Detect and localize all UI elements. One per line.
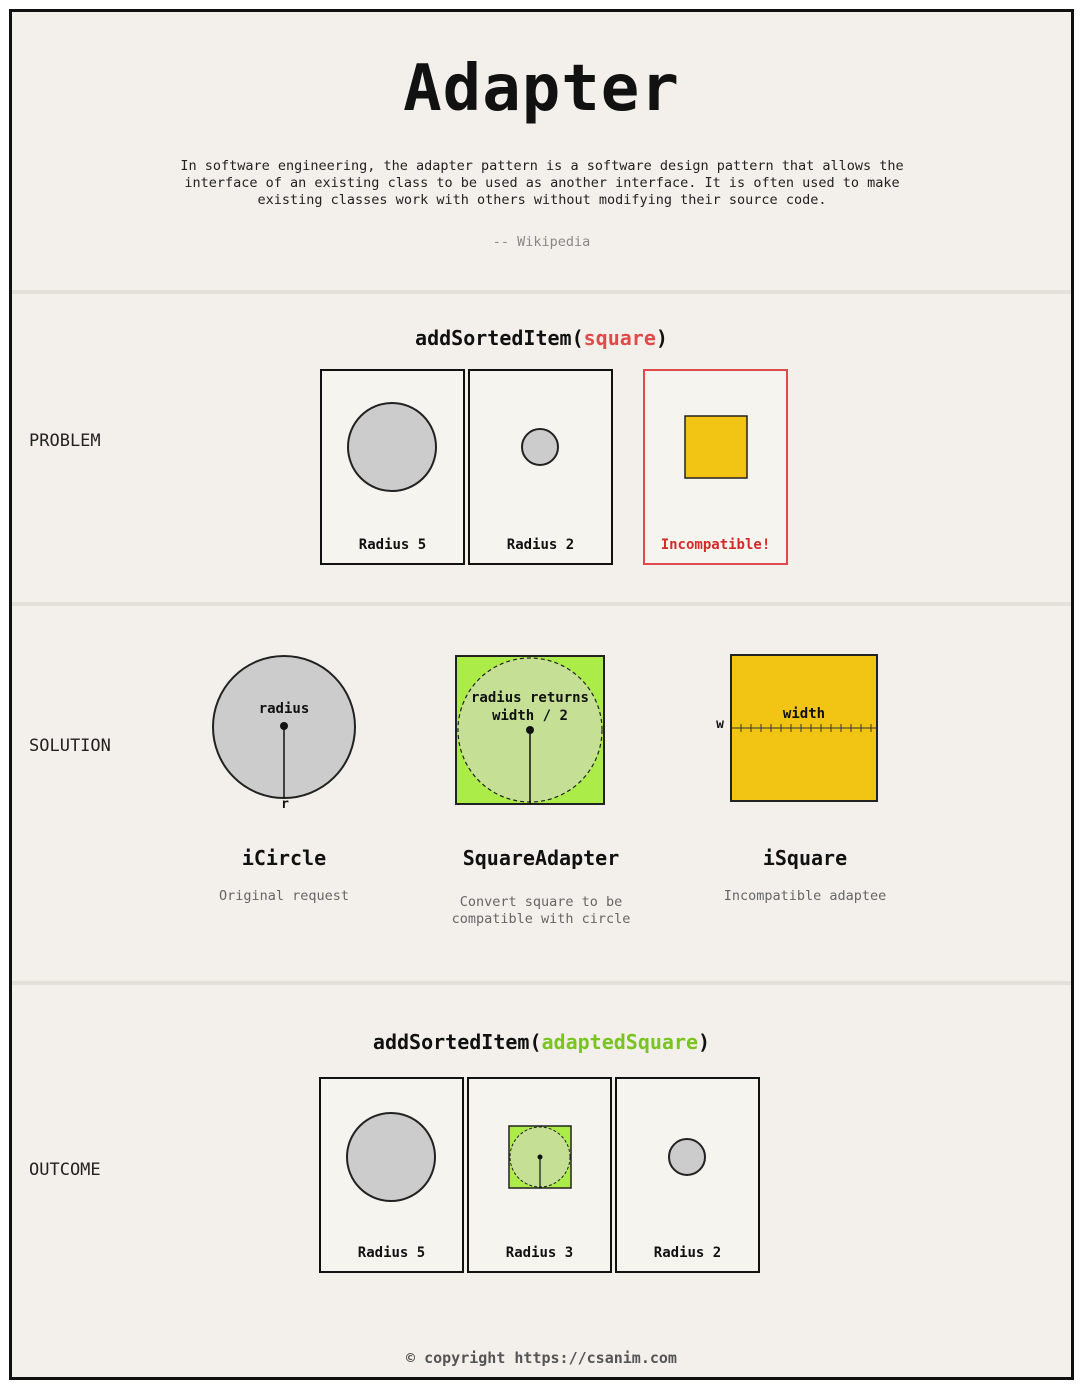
square-adapter-desc: [421, 894, 661, 928]
isquare-width-label: width: [782, 706, 826, 722]
outcome-call: [12, 1030, 1071, 1054]
circle-small-icon: [617, 1079, 757, 1271]
adapter-inner-line1: radius returns: [470, 690, 589, 706]
icircle-desc: Original request: [218, 888, 350, 904]
problem-call: [12, 326, 1071, 350]
outcome-card-radius-5: [319, 1077, 464, 1273]
diagram-frame: [9, 9, 1074, 1380]
isquare-axis-label: w: [716, 717, 724, 732]
square-adapter-name: SquareAdapter: [462, 846, 620, 870]
card-label: Radius 2: [506, 537, 575, 553]
page-title: Adapter: [403, 52, 680, 126]
isquare-name: iSquare: [762, 846, 848, 870]
icircle-name: iCircle: [241, 846, 327, 870]
circle-small-icon: [470, 371, 610, 563]
square-adapter-desc-line1: Convert square to be: [459, 894, 623, 910]
outcome-call-open: (: [529, 1030, 542, 1054]
problem-call-fn: addSortedItem: [415, 326, 572, 350]
problem-card-incompatible: [643, 369, 788, 565]
adapted-square-icon: [469, 1079, 609, 1271]
wikipedia-quote: In software engineering, the adapter pattern is a software design pattern that allows the interface of an existing class to be used as another interface. It is often used to make existing classes work with others without modifying their source code.: [180, 158, 904, 208]
adapter-inner-label: [460, 689, 600, 725]
card-label: Radius 5: [358, 537, 427, 553]
problem-card-radius-2: [468, 369, 613, 565]
problem-call-open: (: [571, 326, 584, 350]
outcome-call-fn: addSortedItem: [372, 1030, 530, 1054]
isquare-desc: Incompatible adaptee: [723, 888, 887, 904]
problem-card-radius-5: [320, 369, 465, 565]
card-label: Radius 3: [505, 1245, 574, 1261]
icircle-axis-label: r: [281, 797, 289, 812]
outcome-card-radius-2: [615, 1077, 760, 1273]
problem-label: PROBLEM: [29, 431, 101, 451]
isquare-figure: [728, 652, 880, 804]
square-adapter-figure: [454, 654, 606, 806]
card-label: Radius 5: [357, 1245, 426, 1261]
circle-large-icon: [322, 371, 462, 563]
icircle-radius-label: radius: [258, 701, 310, 717]
section-divider: [12, 981, 1071, 985]
section-divider: [12, 602, 1071, 606]
quote-citation: -- Wikipedia: [492, 234, 591, 250]
copyright-footer: © copyright https://csanim.com: [406, 1349, 677, 1367]
square-adapter-desc-line2: compatible with circle: [451, 911, 631, 927]
square-yellow-icon: [645, 371, 785, 563]
outcome-call-arg: adaptedSquare: [541, 1030, 699, 1054]
adapter-inner-line2: width / 2: [492, 708, 568, 724]
solution-label: SOLUTION: [29, 736, 111, 756]
icircle-figure: [207, 650, 367, 815]
outcome-label: OUTCOME: [29, 1160, 101, 1180]
problem-call-close: ): [655, 326, 668, 350]
outcome-card-radius-3: [467, 1077, 612, 1273]
problem-call-arg: square: [583, 326, 656, 350]
outcome-call-close: ): [698, 1030, 711, 1054]
incompatible-label: Incompatible!: [660, 537, 771, 553]
card-label: Radius 2: [653, 1245, 722, 1261]
circle-large-icon: [321, 1079, 461, 1271]
section-divider: [12, 290, 1071, 294]
